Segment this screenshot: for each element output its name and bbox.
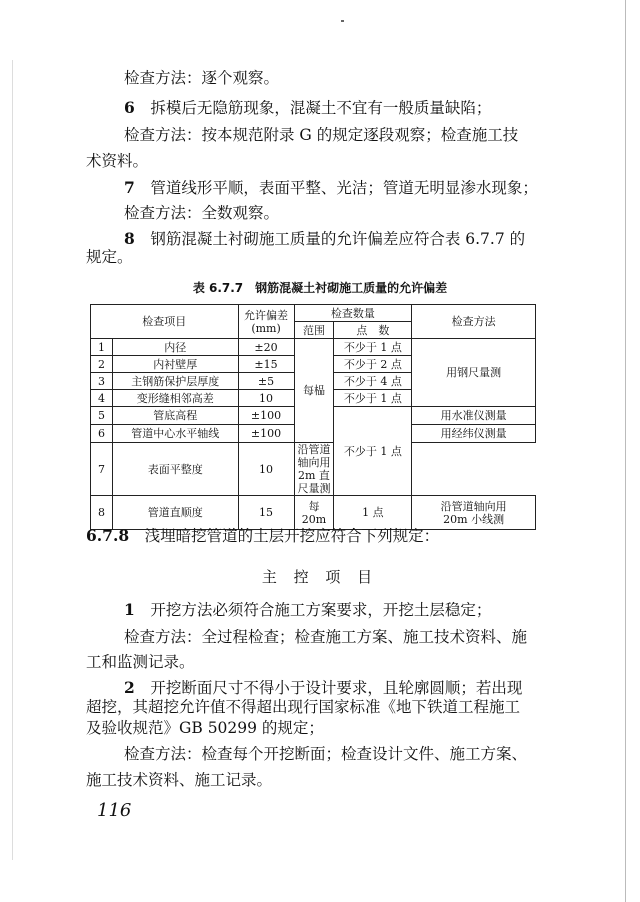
row-item: 表面平整度 xyxy=(112,443,238,496)
row-item: 管道直顺度 xyxy=(112,496,238,530)
text-line: 规定。 xyxy=(86,248,133,266)
row-tolerance: ±20 xyxy=(238,339,294,356)
page-number: 116 xyxy=(97,800,132,821)
row-points: 不少于 1 点 xyxy=(334,390,412,407)
header-quantity: 检查数量 xyxy=(294,305,412,322)
item-1: 1 开挖方法必须符合施工方案要求，开挖土层稳定； xyxy=(124,600,492,619)
table-caption: 表 6.7.7 钢筋混凝土衬砌施工质量的允许偏差 xyxy=(192,281,448,295)
row-tolerance: 10 xyxy=(238,443,294,496)
row-tolerance: ±15 xyxy=(238,356,294,373)
item-8: 8 钢筋混凝土衬砌施工质量的允许偏差应符合表 6.7.7 的 xyxy=(124,229,526,248)
method-cell: 用钢尺量测 xyxy=(412,339,536,407)
row-number: 3 xyxy=(91,373,113,390)
clause-6-7-8: 6.7.8 浅埋暗挖管道的土层开挖应符合下列规定： xyxy=(86,526,440,545)
text-line: 超挖，其超挖允许值不得超出现行国家标准《地下铁道工程施工 xyxy=(86,698,521,716)
method-cell: 沿管道轴向用 20m 小线测 xyxy=(412,496,536,530)
row-item: 管道中心水平轴线 xyxy=(112,425,238,443)
section-heading: 主 控 项 目 xyxy=(261,568,379,586)
row-points: 不少于 4 点 xyxy=(334,373,412,390)
row-number: 1 xyxy=(91,339,113,356)
row-number: 4 xyxy=(91,390,113,407)
table-row xyxy=(91,339,536,356)
text-line: 工和监测记录。 xyxy=(86,653,195,671)
row-item: 内衬壁厚 xyxy=(112,356,238,373)
text-line: 检查方法：检查每个开挖断面；检查设计文件、施工方案、 xyxy=(124,745,528,763)
text-line: 检查方法：全数观察。 xyxy=(124,204,280,222)
points-merged-cell: 不少于 1 点 xyxy=(334,407,412,496)
item-2: 2 开挖断面尺寸不得小于设计要求，且轮廓圆顺；若出现 xyxy=(124,678,523,697)
header-tolerance: 允许偏差 (mm) xyxy=(238,305,294,339)
table-header-row xyxy=(91,305,536,322)
row-tolerance: ±100 xyxy=(238,425,294,443)
text-line: 检查方法：全过程检查；检查施工方案、施工技术资料、施 xyxy=(124,628,528,646)
row-number: 8 xyxy=(91,496,113,530)
row-number: 2 xyxy=(91,356,113,373)
row-range: 每 20m xyxy=(294,496,334,530)
text-line: 及验收规范》GB 50299 的规定； xyxy=(86,719,324,737)
table-row xyxy=(91,496,536,530)
row-item: 管底高程 xyxy=(112,407,238,425)
row-tolerance: 10 xyxy=(238,390,294,407)
tolerance-table xyxy=(90,304,536,530)
text-line: 检查方法：按本规范附录 G 的规定逐段观察；检查施工技 xyxy=(124,126,519,144)
header-method: 检查方法 xyxy=(412,305,536,339)
text-line: 术资料。 xyxy=(86,152,149,170)
row-item: 内径 xyxy=(112,339,238,356)
table-row xyxy=(91,443,536,496)
row-tolerance: 15 xyxy=(238,496,294,530)
header-points: 点 数 xyxy=(334,322,412,339)
method-cell: 沿管道轴向用 2m 直尺量测 xyxy=(294,443,334,496)
item-6: 6 拆模后无隐筋现象，混凝土不宜有一般质量缺陷； xyxy=(124,98,492,117)
print-mark xyxy=(341,20,344,22)
row-number: 6 xyxy=(91,425,113,443)
text-line: 施工技术资料、施工记录。 xyxy=(86,771,273,789)
page-edge-left xyxy=(12,60,13,860)
row-tolerance: ±5 xyxy=(238,373,294,390)
text-line: 检查方法：逐个观察。 xyxy=(124,69,280,87)
header-range: 范围 xyxy=(294,322,334,339)
row-points: 1 点 xyxy=(334,496,412,530)
header-item: 检查项目 xyxy=(91,305,239,339)
item-7: 7 管道线形平顺，表面平整、光洁；管道无明显渗水现象； xyxy=(124,178,538,197)
row-tolerance: ±100 xyxy=(238,407,294,425)
row-number: 5 xyxy=(91,407,113,425)
row-points: 不少于 1 点 xyxy=(334,339,412,356)
row-number: 7 xyxy=(91,443,113,496)
row-item: 变形缝相邻高差 xyxy=(112,390,238,407)
row-points: 不少于 2 点 xyxy=(334,356,412,373)
method-cell: 用经纬仪测量 xyxy=(412,425,536,443)
range-merged-cell: 每榀 xyxy=(294,339,334,443)
page-edge-right xyxy=(625,0,626,902)
row-item: 主钢筋保护层厚度 xyxy=(112,373,238,390)
method-cell: 用水准仪测量 xyxy=(412,407,536,425)
